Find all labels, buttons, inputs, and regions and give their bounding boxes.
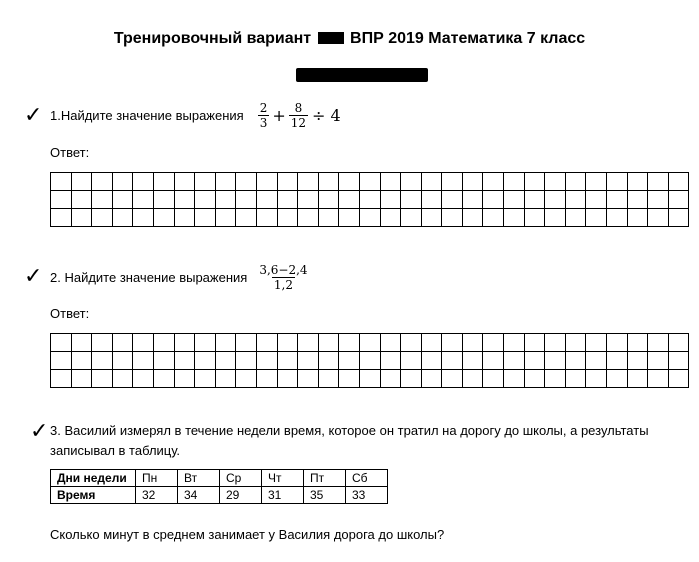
grid-row (51, 370, 689, 388)
answer-cell[interactable] (153, 191, 174, 209)
answer-cell[interactable] (524, 191, 545, 209)
answer-cell[interactable] (565, 209, 586, 227)
answer-cell[interactable] (648, 191, 669, 209)
answer-cell[interactable] (524, 173, 545, 191)
table-row-days (51, 470, 388, 487)
answer-cell[interactable] (359, 191, 380, 209)
answer-cell[interactable] (483, 334, 504, 352)
answer-cell[interactable] (648, 173, 669, 191)
answer-cell[interactable] (339, 191, 360, 209)
answer-cell[interactable] (483, 352, 504, 370)
answer-cell[interactable] (442, 209, 463, 227)
answer-cell[interactable] (462, 191, 483, 209)
answer-cell[interactable] (236, 191, 257, 209)
answer-cell[interactable] (545, 191, 566, 209)
answer-cell[interactable] (174, 334, 195, 352)
answer-cell[interactable] (236, 370, 257, 388)
answer-cell[interactable] (380, 209, 401, 227)
answer-cell[interactable] (545, 209, 566, 227)
answer-cell[interactable] (215, 173, 236, 191)
answer-cell[interactable] (421, 370, 442, 388)
answer-cell[interactable] (112, 370, 133, 388)
answer-cell[interactable] (504, 334, 525, 352)
answer-cell[interactable] (462, 173, 483, 191)
answer-cell[interactable] (298, 370, 319, 388)
answer-cell[interactable] (298, 191, 319, 209)
answer-cell[interactable] (215, 209, 236, 227)
question-1-label: 1.Найдите значение выражения (50, 107, 244, 123)
answer-grid-1[interactable] (50, 172, 689, 227)
answer-cell[interactable] (442, 173, 463, 191)
answer-cell[interactable] (442, 191, 463, 209)
grid-row (51, 173, 689, 191)
grid-row (51, 334, 689, 352)
answer-cell[interactable] (524, 334, 545, 352)
answer-cell[interactable] (401, 352, 422, 370)
answer-cell[interactable] (256, 334, 277, 352)
answer-cell[interactable] (359, 173, 380, 191)
grid-row (51, 209, 689, 227)
answer-cell[interactable] (298, 334, 319, 352)
answer-cell[interactable] (339, 370, 360, 388)
answer-cell[interactable] (421, 334, 442, 352)
fraction-8-12: $\frac{8}{12}$ (290, 100, 307, 130)
answer-cell[interactable] (92, 370, 113, 388)
time-cell: 34 (178, 487, 220, 504)
day-cell: Сб (346, 470, 388, 487)
answer-cell[interactable] (401, 173, 422, 191)
question-2-label: 2. Найдите значение выражения (50, 269, 248, 285)
answer-cell[interactable] (256, 352, 277, 370)
answer-cell[interactable] (565, 173, 586, 191)
answer-cell[interactable] (133, 191, 154, 209)
answer-cell[interactable] (380, 352, 401, 370)
answer-cell[interactable] (71, 209, 92, 227)
answer-cell[interactable] (668, 173, 689, 191)
answer-cell[interactable] (215, 352, 236, 370)
answer-cell[interactable] (565, 191, 586, 209)
answer-cell[interactable] (195, 209, 216, 227)
answer-cell[interactable] (195, 173, 216, 191)
answer-cell[interactable] (359, 352, 380, 370)
answer-cell[interactable] (71, 352, 92, 370)
answer-cell[interactable] (318, 209, 339, 227)
answer-cell[interactable] (421, 191, 442, 209)
answer-cell[interactable] (648, 334, 669, 352)
answer-cell[interactable] (112, 352, 133, 370)
answer-cell[interactable] (277, 352, 298, 370)
answer-cell[interactable] (153, 173, 174, 191)
answer-cell[interactable] (607, 334, 628, 352)
answer-cell[interactable] (607, 209, 628, 227)
answer-cell[interactable] (668, 191, 689, 209)
grid-row (51, 191, 689, 209)
answer-cell[interactable] (71, 370, 92, 388)
answer-cell[interactable] (627, 209, 648, 227)
answer-cell[interactable] (380, 173, 401, 191)
question-1 (50, 97, 341, 133)
answer-cell[interactable] (298, 352, 319, 370)
answer-cell[interactable] (318, 370, 339, 388)
answer-cell[interactable] (648, 370, 669, 388)
answer-cell[interactable] (256, 209, 277, 227)
answer-cell[interactable] (256, 173, 277, 191)
answer-cell[interactable] (92, 191, 113, 209)
answer-cell[interactable] (277, 173, 298, 191)
answer-cell[interactable] (51, 352, 72, 370)
answer-cell[interactable] (133, 352, 154, 370)
answer-cell[interactable] (71, 173, 92, 191)
answer-label-2: Ответ: (50, 306, 90, 321)
answer-cell[interactable] (483, 173, 504, 191)
answer-cell[interactable] (236, 209, 257, 227)
answer-cell[interactable] (545, 370, 566, 388)
divide-by-4: ÷ 4 (312, 105, 341, 125)
answer-cell[interactable] (256, 370, 277, 388)
answer-cell[interactable] (92, 334, 113, 352)
answer-cell[interactable] (277, 370, 298, 388)
answer-cell[interactable] (153, 209, 174, 227)
question-3-line-2: записывал в таблицу. (50, 443, 181, 458)
answer-cell[interactable] (504, 209, 525, 227)
answer-cell[interactable] (112, 209, 133, 227)
answer-cell[interactable] (627, 370, 648, 388)
answer-cell[interactable] (298, 173, 319, 191)
answer-cell[interactable] (483, 191, 504, 209)
fraction-2-3: $\frac{2}{3}$ (259, 100, 268, 130)
answer-cell[interactable] (442, 334, 463, 352)
answer-cell[interactable] (298, 209, 319, 227)
answer-cell[interactable] (153, 352, 174, 370)
answer-grid-2[interactable] (50, 333, 689, 388)
answer-cell[interactable] (627, 352, 648, 370)
answer-cell[interactable] (421, 173, 442, 191)
answer-cell[interactable] (195, 352, 216, 370)
plus-sign: + (272, 105, 286, 125)
answer-cell[interactable] (504, 191, 525, 209)
answer-cell[interactable] (339, 352, 360, 370)
answer-cell[interactable] (401, 334, 422, 352)
answer-cell[interactable] (421, 209, 442, 227)
answer-cell[interactable] (586, 191, 607, 209)
answer-cell[interactable] (133, 209, 154, 227)
answer-cell[interactable] (504, 173, 525, 191)
answer-cell[interactable] (668, 334, 689, 352)
answer-cell[interactable] (277, 209, 298, 227)
answer-cell[interactable] (215, 191, 236, 209)
answer-cell[interactable] (318, 191, 339, 209)
answer-cell[interactable] (51, 191, 72, 209)
question-3-prompt: Сколько минут в среднем занимает у Василия дорога до школы? (50, 527, 445, 542)
redacted-subtitle (296, 68, 428, 82)
days-header: Дни недели (51, 470, 136, 487)
answer-cell[interactable] (133, 173, 154, 191)
answer-cell[interactable] (668, 209, 689, 227)
answer-cell[interactable] (524, 209, 545, 227)
answer-cell[interactable] (277, 191, 298, 209)
answer-cell[interactable] (401, 209, 422, 227)
answer-cell[interactable] (565, 334, 586, 352)
answer-cell[interactable] (586, 370, 607, 388)
answer-cell[interactable] (195, 191, 216, 209)
answer-cell[interactable] (421, 352, 442, 370)
answer-cell[interactable] (648, 209, 669, 227)
day-cell: Пт (304, 470, 346, 487)
answer-cell[interactable] (174, 191, 195, 209)
answer-cell[interactable] (627, 334, 648, 352)
answer-cell[interactable] (215, 334, 236, 352)
answer-cell[interactable] (92, 352, 113, 370)
answer-cell[interactable] (112, 334, 133, 352)
answer-cell[interactable] (174, 370, 195, 388)
answer-cell[interactable] (565, 370, 586, 388)
time-cell: 33 (346, 487, 388, 504)
answer-cell[interactable] (607, 352, 628, 370)
answer-cell[interactable] (71, 334, 92, 352)
answer-cell[interactable] (174, 209, 195, 227)
check-mark-icon: ✓ (24, 263, 43, 288)
answer-cell[interactable] (133, 334, 154, 352)
answer-cell[interactable] (648, 352, 669, 370)
answer-cell[interactable] (545, 352, 566, 370)
answer-cell[interactable] (339, 334, 360, 352)
answer-cell[interactable] (359, 334, 380, 352)
answer-cell[interactable] (668, 352, 689, 370)
answer-cell[interactable] (359, 370, 380, 388)
answer-cell[interactable] (133, 370, 154, 388)
answer-cell[interactable] (51, 334, 72, 352)
grid-row (51, 352, 689, 370)
answer-cell[interactable] (51, 209, 72, 227)
answer-cell[interactable] (174, 173, 195, 191)
answer-cell[interactable] (92, 173, 113, 191)
day-cell: Вт (178, 470, 220, 487)
answer-cell[interactable] (339, 209, 360, 227)
answer-cell[interactable] (545, 173, 566, 191)
answer-cell[interactable] (524, 370, 545, 388)
title-part-2: ВПР 2019 Математика 7 класс (350, 30, 586, 47)
answer-cell[interactable] (195, 370, 216, 388)
check-mark-icon: ✓ (24, 102, 43, 127)
table-row-times (51, 487, 388, 504)
time-cell: 29 (220, 487, 262, 504)
time-cell: 32 (136, 487, 178, 504)
answer-cell[interactable] (51, 173, 72, 191)
answer-cell[interactable] (483, 209, 504, 227)
answer-cell[interactable] (153, 334, 174, 352)
answer-cell[interactable] (565, 352, 586, 370)
answer-cell[interactable] (483, 370, 504, 388)
fraction-expression: $\frac{3,6-2,4}{1,2}$ (259, 262, 308, 292)
answer-cell[interactable] (51, 370, 72, 388)
answer-cell[interactable] (586, 209, 607, 227)
answer-cell[interactable] (318, 352, 339, 370)
page-title (0, 30, 699, 48)
answer-cell[interactable] (236, 173, 257, 191)
day-cell: Чт (262, 470, 304, 487)
answer-cell[interactable] (215, 370, 236, 388)
answer-cell[interactable] (401, 191, 422, 209)
answer-cell[interactable] (668, 370, 689, 388)
answer-cell[interactable] (504, 370, 525, 388)
answer-cell[interactable] (71, 191, 92, 209)
answer-cell[interactable] (401, 370, 422, 388)
time-header: Время (51, 487, 136, 504)
answer-cell[interactable] (112, 191, 133, 209)
answer-cell[interactable] (442, 352, 463, 370)
time-table (50, 469, 388, 504)
day-cell: Ср (220, 470, 262, 487)
redaction-mark (318, 32, 344, 44)
answer-cell[interactable] (256, 191, 277, 209)
check-mark-icon: ✓ (30, 418, 49, 443)
time-cell: 31 (262, 487, 304, 504)
answer-cell[interactable] (462, 352, 483, 370)
answer-cell[interactable] (627, 191, 648, 209)
answer-cell[interactable] (339, 173, 360, 191)
answer-cell[interactable] (462, 209, 483, 227)
answer-cell[interactable] (504, 352, 525, 370)
answer-cell[interactable] (586, 334, 607, 352)
answer-cell[interactable] (112, 173, 133, 191)
answer-cell[interactable] (236, 352, 257, 370)
answer-cell[interactable] (153, 370, 174, 388)
answer-cell[interactable] (545, 334, 566, 352)
title-part-1: Тренировочный вариант (113, 30, 312, 47)
answer-cell[interactable] (607, 191, 628, 209)
answer-cell[interactable] (277, 334, 298, 352)
answer-cell[interactable] (442, 370, 463, 388)
answer-cell[interactable] (174, 352, 195, 370)
answer-cell[interactable] (462, 334, 483, 352)
answer-label-1: Ответ: (50, 145, 90, 160)
answer-cell[interactable] (380, 334, 401, 352)
answer-cell[interactable] (586, 352, 607, 370)
answer-cell[interactable] (586, 173, 607, 191)
answer-cell[interactable] (524, 352, 545, 370)
answer-cell[interactable] (607, 173, 628, 191)
answer-cell[interactable] (627, 173, 648, 191)
answer-cell[interactable] (359, 209, 380, 227)
answer-cell[interactable] (195, 334, 216, 352)
day-cell: Пн (136, 470, 178, 487)
question-3-line-1: 3. Василий измерял в течение недели время, которое он тратил на дорогу до школы, а результаты (50, 423, 649, 438)
answer-cell[interactable] (92, 209, 113, 227)
answer-cell[interactable] (236, 334, 257, 352)
answer-cell[interactable] (380, 370, 401, 388)
answer-cell[interactable] (462, 370, 483, 388)
time-cell: 35 (304, 487, 346, 504)
question-2 (50, 257, 310, 297)
answer-cell[interactable] (380, 191, 401, 209)
answer-cell[interactable] (607, 370, 628, 388)
answer-cell[interactable] (318, 173, 339, 191)
answer-cell[interactable] (318, 334, 339, 352)
